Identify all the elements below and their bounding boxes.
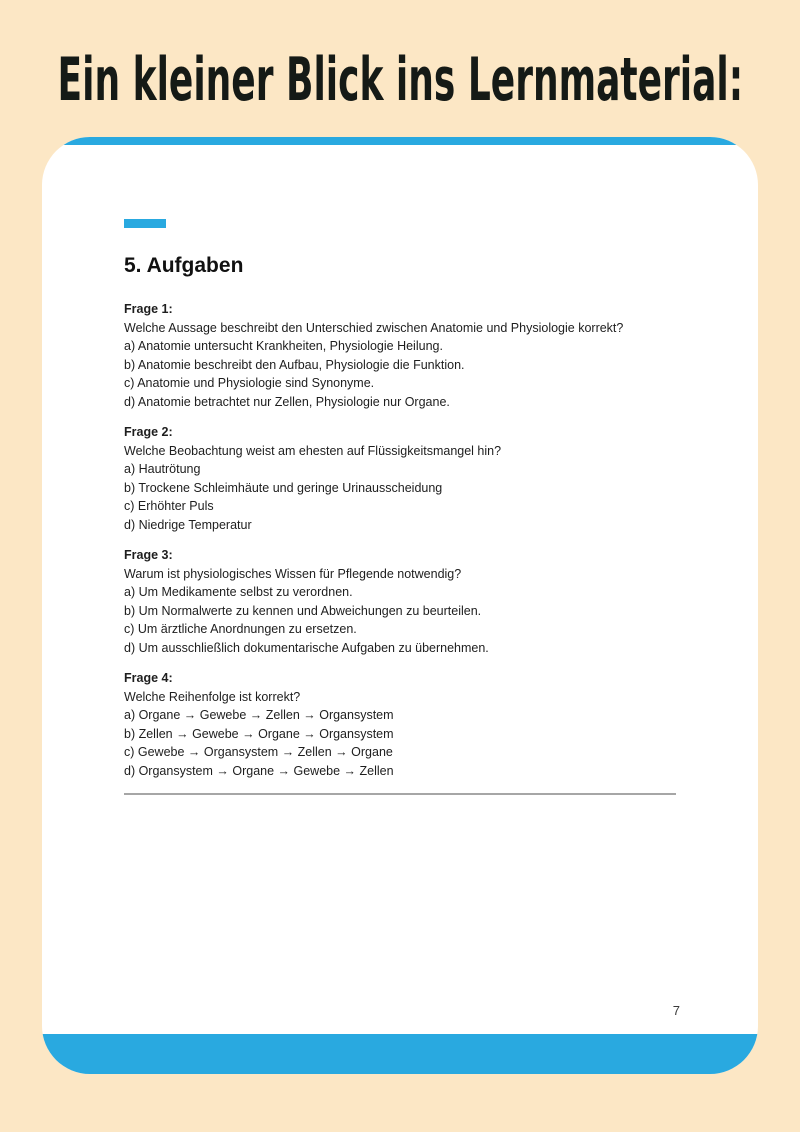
question-block [124, 546, 676, 657]
answer-option: a) Organe → Gewebe → Zellen → Organsystem [124, 708, 394, 722]
question-text: Welche Reihenfolge ist korrekt? [124, 689, 301, 704]
answer-option: d) Anatomie betrachtet nur Zellen, Physiologie nur Organe. [124, 394, 450, 409]
question-text: Welche Beobachtung weist am ehesten auf Flüssigkeitsmangel hin? [124, 443, 502, 458]
answer-option: b) Um Normalwerte zu kennen und Abweichungen zu beurteilen. [124, 603, 482, 618]
card-bottom-bar [42, 1034, 758, 1074]
question-options [124, 337, 676, 411]
answer-option: d) Organsystem → Organe → Gewebe → Zellen [124, 763, 394, 778]
document-page [42, 219, 758, 795]
question-options [124, 460, 676, 534]
question-label: Frage 2: [124, 425, 173, 439]
question-label: Frage 4: [124, 671, 173, 685]
answer-option: a) Anatomie untersucht Krankheiten, Physiologie Heilung. [124, 339, 443, 353]
question-text: Welche Aussage beschreibt den Unterschied zwischen Anatomie und Physiologie korrekt? [124, 320, 624, 335]
question-block [124, 423, 676, 534]
answer-option: b) Anatomie beschreibt den Aufbau, Physiologie die Funktion. [124, 357, 465, 372]
answer-option: b) Zellen → Gewebe → Organe → Organsystem [124, 726, 394, 741]
answer-option: a) Hautrötung [124, 462, 201, 476]
page-title: Ein kleiner Blick ins Lernmaterial: [57, 44, 743, 115]
answer-option: a) Um Medikamente selbst zu verordnen. [124, 585, 353, 599]
title-banner [0, 0, 800, 137]
question-label: Frage 1: [124, 302, 173, 316]
card-top-accent-bar [42, 137, 758, 145]
answer-option: c) Anatomie und Physiologie sind Synonyme. [124, 376, 375, 390]
question-text: Warum ist physiologisches Wissen für Pflegende notwendig? [124, 566, 462, 581]
answer-option: c) Erhöhter Puls [124, 499, 214, 513]
document-card [42, 137, 758, 1074]
heading-accent-bar [124, 219, 166, 228]
question-label: Frage 3: [124, 548, 173, 562]
question-block [124, 669, 676, 780]
document-heading: 5. Aufgaben [124, 254, 244, 277]
question-options [124, 706, 676, 780]
page-number: 7 [672, 1003, 680, 1018]
answer-option: c) Gewebe → Organsystem → Zellen → Organe [124, 745, 393, 759]
answer-option: d) Um ausschließlich dokumentarische Aufgaben zu übernehmen. [124, 640, 489, 655]
section-divider [124, 793, 676, 795]
answer-option: b) Trockene Schleimhäute und geringe Urinausscheidung [124, 480, 443, 495]
question-block [124, 300, 676, 411]
answer-option: c) Um ärztliche Anordnungen zu ersetzen. [124, 622, 357, 636]
answer-option: d) Niedrige Temperatur [124, 517, 252, 532]
question-options [124, 583, 676, 657]
questions [124, 300, 676, 780]
